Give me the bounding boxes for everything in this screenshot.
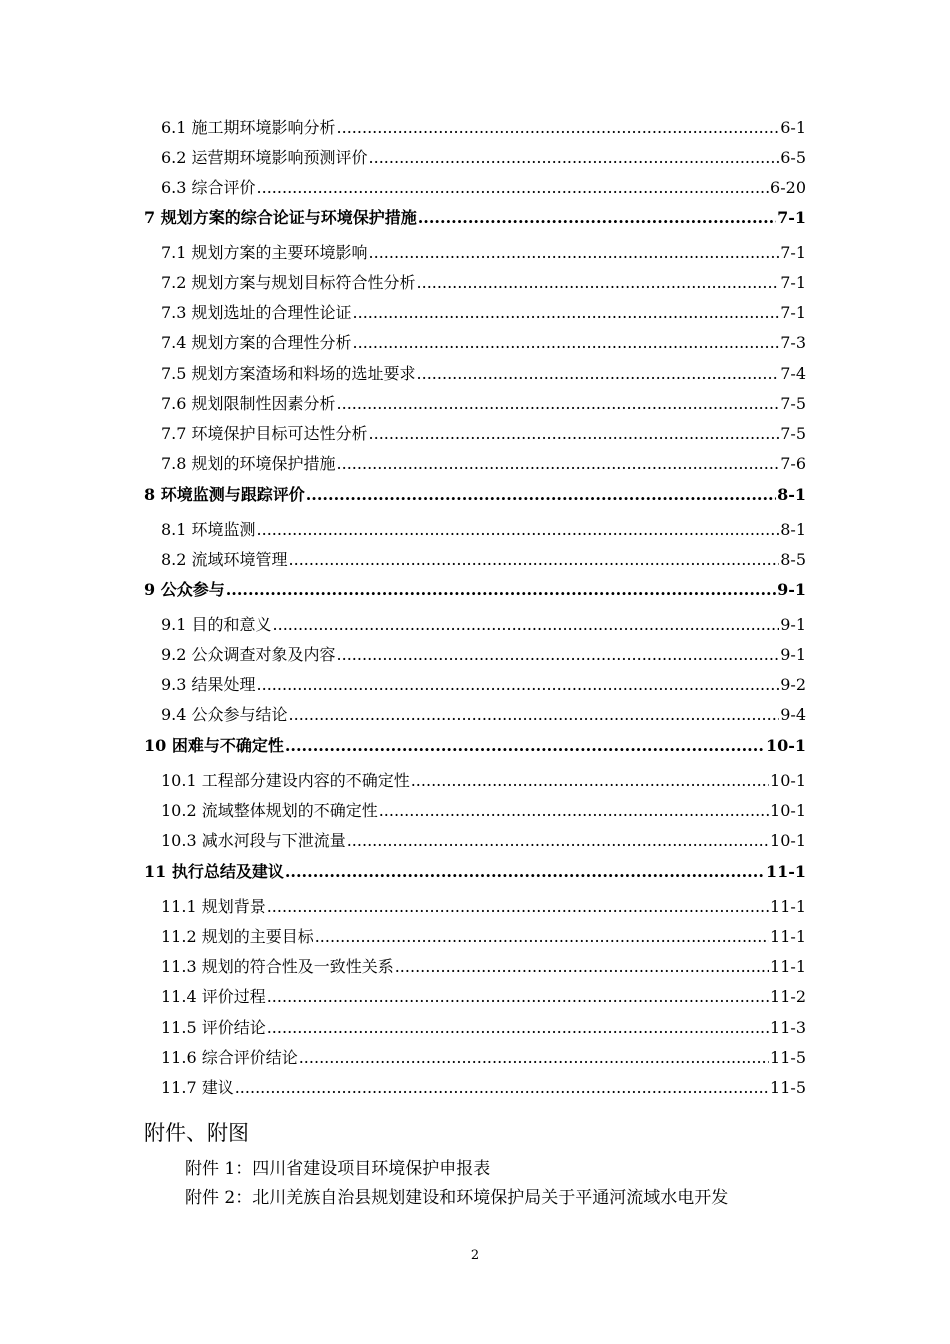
toc-entry-title: 10.2 流域整体规划的不确定性 <box>161 801 378 820</box>
toc-entry-title: 11.4 评价过程 <box>161 987 266 1006</box>
toc-section-entry[interactable] <box>161 675 806 695</box>
toc-entry-page: 7-1 <box>780 273 806 292</box>
toc-section-entry[interactable] <box>161 615 806 635</box>
toc-leader-dots <box>418 208 776 228</box>
toc-chapter-entry[interactable] <box>144 485 806 505</box>
toc-entry-page: 7-6 <box>780 454 806 473</box>
toc-entry-page: 7-1 <box>777 208 806 227</box>
toc-leader-dots <box>267 897 769 917</box>
toc-entry-title: 9.2 公众调查对象及内容 <box>161 645 336 664</box>
toc-entry-page: 11-1 <box>770 927 806 946</box>
toc-section-entry[interactable] <box>161 831 806 851</box>
toc-entry-page: 10-1 <box>765 736 806 755</box>
toc-entry-title: 11.3 规划的符合性及一致性关系 <box>161 957 394 976</box>
toc-leader-dots <box>379 801 769 821</box>
toc-entry-page: 7-5 <box>780 424 806 443</box>
toc-entry-title: 10.3 减水河段与下泄流量 <box>161 831 346 850</box>
toc-section-entry[interactable] <box>161 1078 806 1098</box>
toc-entry-page: 9-1 <box>780 645 806 664</box>
toc-entry-title: 8.1 环境监测 <box>161 520 256 539</box>
appendix-heading: 附件、附图 <box>144 1121 249 1145</box>
toc-entry-title: 7.3 规划选址的合理性论证 <box>161 303 352 322</box>
toc-section-entry[interactable] <box>161 1048 806 1068</box>
toc-leader-dots <box>369 424 780 444</box>
toc-leader-dots <box>289 705 780 725</box>
toc-leader-dots <box>299 1048 769 1068</box>
toc-chapter-entry[interactable] <box>144 580 806 600</box>
toc-entry-title: 10 困难与不确定性 <box>144 736 284 755</box>
toc-section-entry[interactable] <box>161 957 806 977</box>
toc-entry-page: 10-1 <box>770 801 806 820</box>
toc-entry-title: 7.1 规划方案的主要环境影响 <box>161 243 368 262</box>
toc-entry-page: 7-5 <box>780 394 806 413</box>
appendix-item-2: 附件 2：北川羌族自治县规划建设和环境保护局关于平通河流域水电开发 <box>185 1188 729 1208</box>
toc-leader-dots <box>347 831 769 851</box>
toc-section-entry[interactable] <box>161 364 806 384</box>
toc-section-entry[interactable] <box>161 987 806 1007</box>
toc-section-entry[interactable] <box>161 333 806 353</box>
toc-entry-title: 9.4 公众参与结论 <box>161 705 288 724</box>
toc-entry-page: 7-1 <box>780 243 806 262</box>
toc-section-entry[interactable] <box>161 550 806 570</box>
toc-entry-title: 6.3 综合评价 <box>161 178 256 197</box>
toc-leader-dots <box>257 520 780 540</box>
toc-entry-page: 9-1 <box>780 615 806 634</box>
toc-entry-title: 7.6 规划限制性因素分析 <box>161 394 336 413</box>
toc-leader-dots <box>417 273 780 293</box>
toc-leader-dots <box>285 862 765 882</box>
toc-entry-page: 11-5 <box>770 1078 806 1097</box>
toc-section-entry[interactable] <box>161 705 806 725</box>
toc-leader-dots <box>337 454 780 474</box>
toc-entry-title: 11.1 规划背景 <box>161 897 266 916</box>
toc-leader-dots <box>267 987 769 1007</box>
toc-entry-page: 10-1 <box>770 831 806 850</box>
toc-chapter-entry[interactable] <box>144 862 806 882</box>
toc-leader-dots <box>289 550 780 570</box>
toc-entry-page: 11-1 <box>770 957 806 976</box>
toc-entry-page: 8-5 <box>780 550 806 569</box>
toc-entry-page: 11-2 <box>770 987 806 1006</box>
toc-section-entry[interactable] <box>161 801 806 821</box>
toc-entry-page: 9-4 <box>780 705 806 724</box>
toc-entry-page: 6-5 <box>780 148 806 167</box>
toc-section-entry[interactable] <box>161 1018 806 1038</box>
toc-leader-dots <box>226 580 776 600</box>
toc-leader-dots <box>315 927 769 947</box>
toc-entry-title: 11.2 规划的主要目标 <box>161 927 314 946</box>
page-number: 2 <box>470 1248 480 1263</box>
toc-entry-title: 7.8 规划的环境保护措施 <box>161 454 336 473</box>
toc-entry-page: 11-5 <box>770 1048 806 1067</box>
toc-entry-title: 9.3 结果处理 <box>161 675 256 694</box>
toc-entry-page: 7-1 <box>780 303 806 322</box>
toc-entry-page: 8-1 <box>780 520 806 539</box>
toc-entry-page: 7-4 <box>780 364 806 383</box>
toc-leader-dots <box>273 615 780 635</box>
toc-leader-dots <box>417 364 780 384</box>
toc-entry-page: 11-1 <box>770 897 806 916</box>
toc-section-entry[interactable] <box>161 118 806 138</box>
toc-section-entry[interactable] <box>161 771 806 791</box>
toc-entry-title: 7 规划方案的综合论证与环境保护措施 <box>144 208 417 227</box>
toc-leader-dots <box>411 771 769 791</box>
toc-section-entry[interactable] <box>161 394 806 414</box>
toc-entry-title: 11 执行总结及建议 <box>144 862 284 881</box>
toc-section-entry[interactable] <box>161 645 806 665</box>
toc-leader-dots <box>369 148 780 168</box>
toc-leader-dots <box>337 645 780 665</box>
toc-leader-dots <box>285 736 765 756</box>
toc-leader-dots <box>257 178 770 198</box>
toc-entry-page: 9-2 <box>780 675 806 694</box>
toc-section-entry[interactable] <box>161 303 806 323</box>
toc-entry-title: 7.5 规划方案渣场和料场的选址要求 <box>161 364 416 383</box>
toc-entry-page: 6-20 <box>770 178 806 197</box>
toc-section-entry[interactable] <box>161 273 806 293</box>
toc-entry-title: 11.7 建议 <box>161 1078 234 1097</box>
toc-leader-dots <box>235 1078 769 1098</box>
toc-leader-dots <box>353 333 780 353</box>
toc-entry-page: 6-1 <box>780 118 806 137</box>
toc-entry-page: 11-3 <box>770 1018 806 1037</box>
toc-leader-dots <box>353 303 780 323</box>
toc-entry-page: 10-1 <box>770 771 806 790</box>
toc-chapter-entry[interactable] <box>144 208 806 228</box>
appendix-item-1: 附件 1：四川省建设项目环境保护申报表 <box>185 1159 491 1179</box>
toc-entry-title: 6.2 运营期环境影响预测评价 <box>161 148 368 167</box>
toc-leader-dots <box>267 1018 769 1038</box>
toc-entry-title: 8.2 流域环境管理 <box>161 550 288 569</box>
toc-section-entry[interactable] <box>161 148 806 168</box>
toc-section-entry[interactable] <box>161 424 806 444</box>
toc-entry-title: 8 环境监测与跟踪评价 <box>144 485 305 504</box>
toc-entry-page: 8-1 <box>777 485 806 504</box>
toc-section-entry[interactable] <box>161 927 806 947</box>
toc-section-entry[interactable] <box>161 520 806 540</box>
toc-entry-title: 9.1 目的和意义 <box>161 615 272 634</box>
toc-entry-page: 9-1 <box>777 580 806 599</box>
toc-entry-title: 6.1 施工期环境影响分析 <box>161 118 336 137</box>
toc-section-entry[interactable] <box>161 243 806 263</box>
toc-leader-dots <box>395 957 769 977</box>
toc-entry-title: 11.5 评价结论 <box>161 1018 266 1037</box>
toc-entry-title: 10.1 工程部分建设内容的不确定性 <box>161 771 410 790</box>
toc-entry-title: 9 公众参与 <box>144 580 225 599</box>
toc-chapter-entry[interactable] <box>144 736 806 756</box>
toc-section-entry[interactable] <box>161 454 806 474</box>
toc-leader-dots <box>369 243 780 263</box>
toc-entry-page: 7-3 <box>780 333 806 352</box>
toc-section-entry[interactable] <box>161 897 806 917</box>
toc-section-entry[interactable] <box>161 178 806 198</box>
toc-entry-title: 11.6 综合评价结论 <box>161 1048 298 1067</box>
toc-entry-page: 11-1 <box>765 862 806 881</box>
toc-entry-title: 7.4 规划方案的合理性分析 <box>161 333 352 352</box>
toc-entry-title: 7.2 规划方案与规划目标符合性分析 <box>161 273 416 292</box>
toc-entry-title: 7.7 环境保护目标可达性分析 <box>161 424 368 443</box>
toc-leader-dots <box>257 675 780 695</box>
toc-leader-dots <box>337 118 780 138</box>
toc-leader-dots <box>337 394 780 414</box>
toc-leader-dots <box>306 485 776 505</box>
